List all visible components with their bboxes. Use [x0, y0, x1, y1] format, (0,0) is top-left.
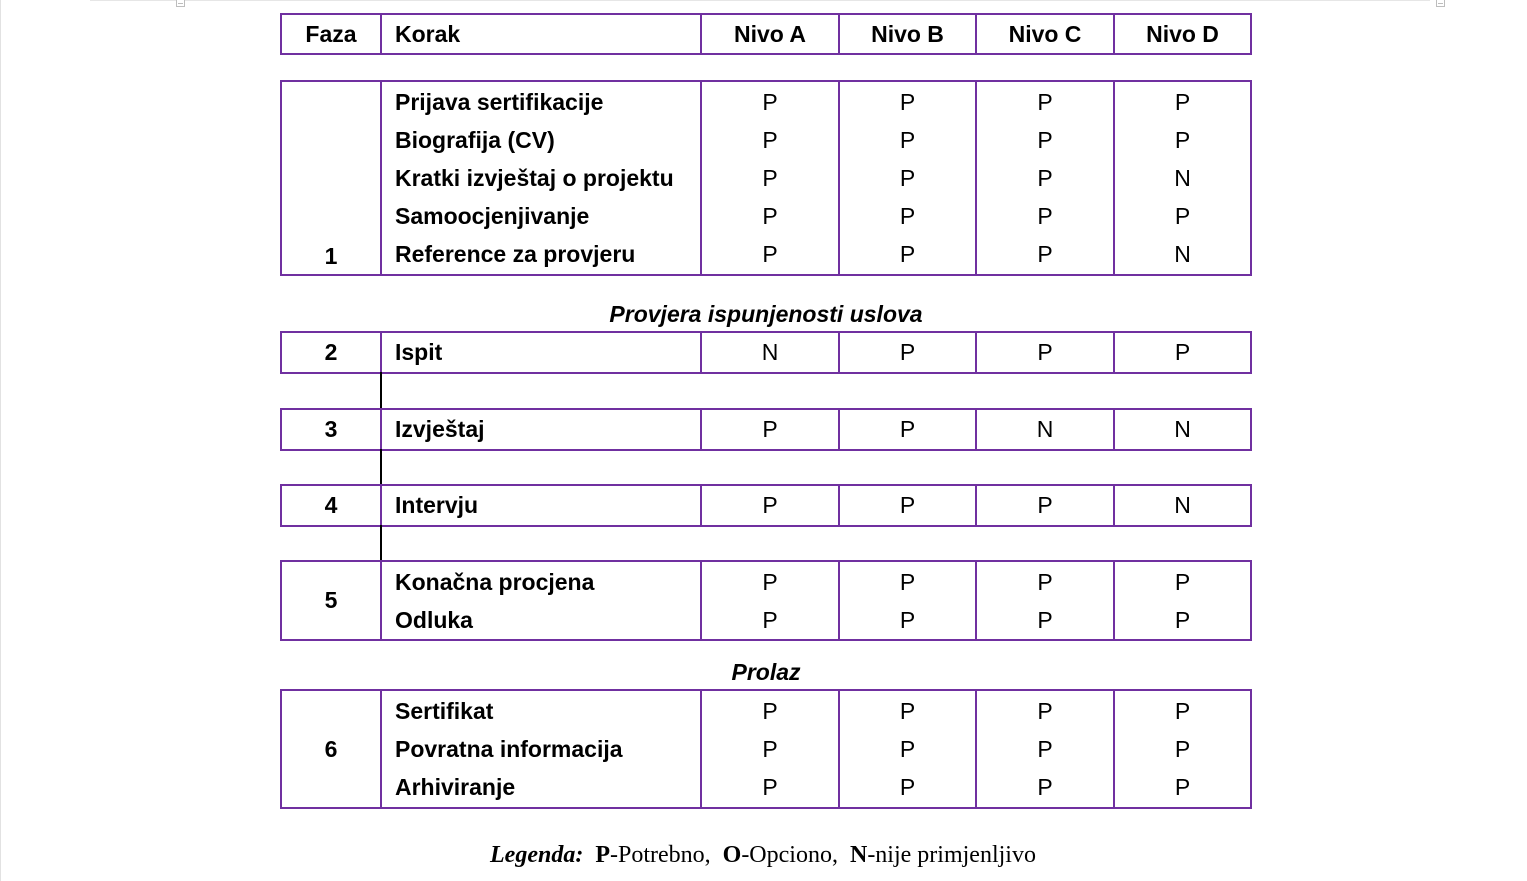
level-value: P [1037, 736, 1053, 762]
level-value: P [899, 698, 916, 724]
level-value: P [899, 165, 916, 191]
phase-6-steps [381, 690, 701, 808]
phase-3-number: 3 [281, 409, 381, 450]
phase-4-table [280, 484, 1252, 527]
level-value: P [1174, 89, 1191, 115]
header-faza: Faza [281, 14, 381, 54]
level-value: P [1037, 203, 1053, 229]
phase-1-nivo-a [701, 81, 839, 275]
phase-1-table [280, 80, 1252, 276]
header-table [280, 13, 1252, 55]
level-value: P [1174, 774, 1191, 800]
legend [490, 842, 1036, 869]
level-value: P [899, 203, 916, 229]
level-value: P [1114, 332, 1251, 373]
phase-6-nivo-b [839, 690, 976, 808]
phase-5-number: 5 [281, 561, 381, 640]
level-value: P [899, 89, 916, 115]
phase-1-nivo-b [839, 81, 976, 275]
level-value: P [762, 774, 778, 800]
step-label: Kratki izvještaj o projektu [395, 165, 674, 191]
legend-key-n: N [849, 842, 868, 868]
step-label: Prijava sertifikacije [395, 89, 604, 115]
phase-6-nivo-d [1114, 690, 1251, 808]
level-value: P [762, 203, 778, 229]
phase-1-nivo-c [976, 81, 1114, 275]
phase-5-steps [381, 561, 701, 640]
level-value: P [762, 606, 778, 633]
header-nivo-d: Nivo D [1114, 14, 1251, 54]
step-label: Konačna procjena [395, 568, 595, 595]
phase-6-nivo-a [701, 690, 839, 808]
level-value: P [976, 332, 1114, 373]
step-label: Reference za provjeru [395, 241, 636, 267]
connector-line [380, 525, 382, 560]
phase-6-nivo-c [976, 690, 1114, 808]
phase-2-row [281, 332, 1251, 373]
level-value: P [701, 485, 839, 526]
page-left-edge [0, 0, 1, 881]
connector-line [380, 449, 382, 484]
phase-6-number: 6 [281, 690, 381, 808]
level-value: N [1114, 485, 1251, 526]
step-label: Biografija (CV) [395, 127, 555, 153]
step-label: Izvještaj [381, 409, 701, 450]
level-value: P [899, 606, 916, 633]
step-label: Sertifikat [395, 698, 494, 724]
level-value: P [1037, 774, 1053, 800]
level-value: N [976, 409, 1114, 450]
level-value: P [1174, 203, 1191, 229]
phase-5-nivo-a [701, 561, 839, 640]
phase-1-row [281, 81, 1251, 275]
step-label: Samoocjenjivanje [395, 203, 590, 229]
level-value: P [899, 568, 916, 595]
level-value: P [899, 736, 916, 762]
level-value: N [1174, 165, 1191, 191]
ruler-marker-right [1436, 0, 1445, 7]
phase-3-table [280, 408, 1252, 451]
level-value: P [1037, 165, 1053, 191]
step-label: Ispit [381, 332, 701, 373]
phase-1-number: 1 [281, 81, 381, 275]
phase-6-table [280, 689, 1252, 809]
header-korak: Korak [381, 14, 701, 54]
step-label: Arhiviranje [395, 774, 516, 800]
phase-4-number: 4 [281, 485, 381, 526]
header-nivo-b: Nivo B [839, 14, 976, 54]
phase-2-table [280, 331, 1252, 374]
level-value: P [899, 241, 916, 267]
legend-text-p: -Potrebno, [609, 842, 711, 868]
legend-key-o: O [722, 842, 742, 868]
phase-5-nivo-b [839, 561, 976, 640]
level-value: P [1174, 606, 1191, 633]
step-label: Odluka [395, 606, 473, 633]
phase-4-row [281, 485, 1251, 526]
level-value: P [762, 241, 778, 267]
level-value: P [1174, 698, 1191, 724]
level-value: P [1037, 698, 1053, 724]
level-value: P [899, 774, 916, 800]
level-value: P [1037, 241, 1053, 267]
level-value: P [1174, 736, 1191, 762]
level-value: N [1174, 241, 1191, 267]
step-label: Intervju [381, 485, 701, 526]
level-value: P [762, 736, 778, 762]
page-top-edge [90, 0, 1430, 1]
level-value: N [701, 332, 839, 373]
legend-text-o: -Opciono, [741, 842, 838, 868]
connector-line [380, 372, 382, 408]
legend-key-p: P [595, 842, 610, 868]
level-value: P [701, 409, 839, 450]
phase-3-row [281, 409, 1251, 450]
level-value: P [1174, 568, 1191, 595]
level-value: P [839, 332, 976, 373]
legend-label: Legenda: [490, 842, 584, 868]
level-value: P [1174, 127, 1191, 153]
section-title-provjera: Provjera ispunjenosti uslova [609, 301, 923, 327]
level-value: P [839, 485, 976, 526]
ruler-marker-left [176, 0, 185, 7]
level-value: P [762, 89, 778, 115]
phase-1-steps [381, 81, 701, 275]
level-value: P [839, 409, 976, 450]
phase-2-number: 2 [281, 332, 381, 373]
level-value: P [899, 127, 916, 153]
level-value: P [1037, 89, 1053, 115]
phase-5-nivo-d [1114, 561, 1251, 640]
level-value: P [976, 485, 1114, 526]
phase-6-row [281, 690, 1251, 808]
level-value: P [762, 127, 778, 153]
level-value: P [762, 568, 778, 595]
level-value: P [1037, 127, 1053, 153]
legend-text-n: -nije primjenljivo [867, 842, 1036, 868]
level-value: P [762, 165, 778, 191]
level-value: P [1037, 568, 1053, 595]
section-title-prolaz: Prolaz [731, 659, 801, 685]
level-value: N [1114, 409, 1251, 450]
header-nivo-a: Nivo A [701, 14, 839, 54]
header-row [281, 14, 1251, 54]
level-value: P [762, 698, 778, 724]
phase-1-nivo-d [1114, 81, 1251, 275]
phase-5-row [281, 561, 1251, 640]
level-value: P [1037, 606, 1053, 633]
phase-5-nivo-c [976, 561, 1114, 640]
step-label: Povratna informacija [395, 736, 623, 762]
header-nivo-c: Nivo C [976, 14, 1114, 54]
phase-5-table [280, 560, 1252, 641]
